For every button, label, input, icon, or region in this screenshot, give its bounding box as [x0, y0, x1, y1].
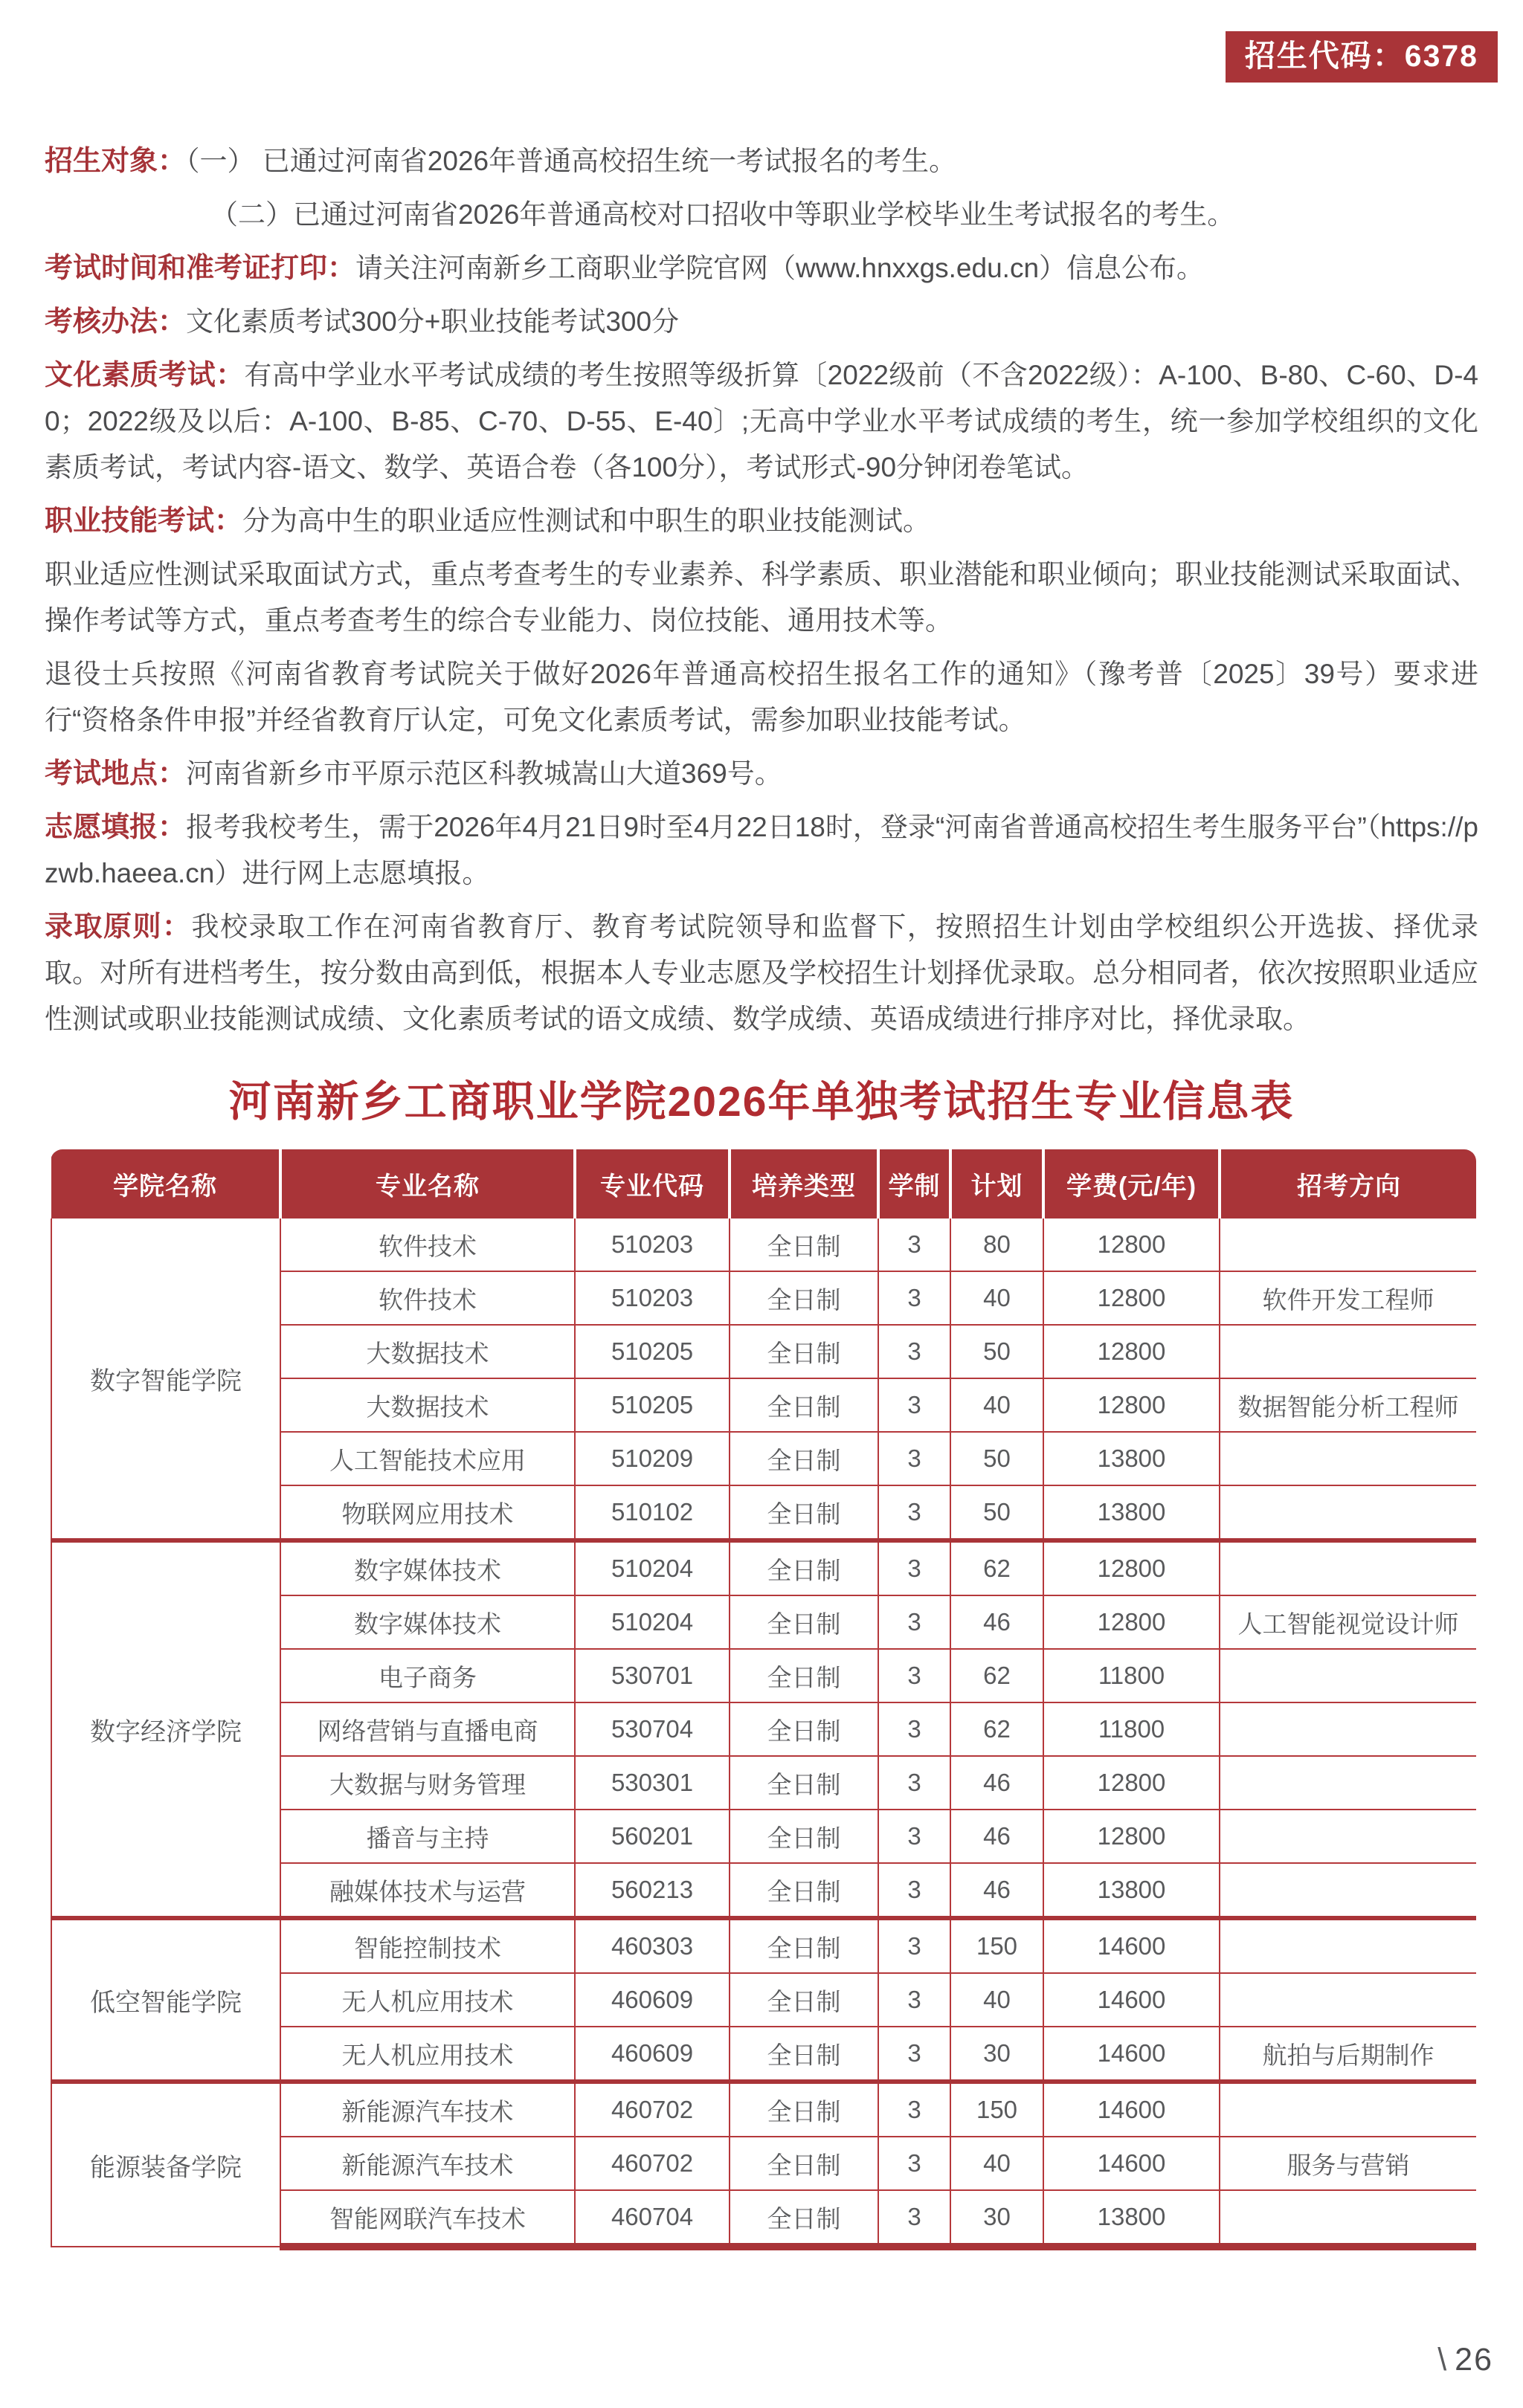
cell-major: 人工智能技术应用	[280, 1432, 575, 1485]
cell-major: 无人机应用技术	[280, 2027, 575, 2082]
cell-plan: 40	[950, 1271, 1043, 1325]
info-paragraph	[45, 192, 1478, 238]
cell-college: 能源装备学院	[51, 2082, 280, 2247]
cell-training-type: 全日制	[730, 1218, 878, 1271]
cell-training-type: 全日制	[730, 1432, 878, 1485]
cell-tuition: 14600	[1043, 2137, 1220, 2190]
cell-years: 3	[878, 1271, 950, 1325]
cell-plan: 30	[950, 2190, 1043, 2247]
cell-direction: 软件开发工程师	[1220, 1271, 1476, 1325]
cell-tuition: 14600	[1043, 2027, 1220, 2082]
paragraph-text: （二）已通过河南省2026年普通高校对口招收中等职业学校毕业生考试报名的考生。	[210, 199, 1235, 230]
cell-training-type: 全日制	[730, 1863, 878, 1918]
cell-training-type: 全日制	[730, 1271, 878, 1325]
table-header-row	[51, 1149, 1476, 1218]
cell-tuition: 12800	[1043, 1810, 1220, 1863]
cell-plan: 62	[950, 1649, 1043, 1702]
cell-major: 融媒体技术与运营	[280, 1863, 575, 1918]
cell-tuition: 14600	[1043, 1973, 1220, 2027]
cell-college: 数字智能学院	[51, 1218, 280, 1540]
cell-tuition: 11800	[1043, 1649, 1220, 1702]
cell-tuition: 12800	[1043, 1756, 1220, 1810]
cell-major: 大数据技术	[280, 1325, 575, 1378]
cell-code: 510203	[575, 1218, 730, 1271]
cell-code: 560201	[575, 1810, 730, 1863]
cell-direction	[1220, 1432, 1476, 1485]
cell-training-type: 全日制	[730, 1810, 878, 1863]
cell-training-type: 全日制	[730, 2190, 878, 2247]
paragraph-text: 河南省新乡市平原示范区科教城嵩山大道369号。	[186, 758, 782, 789]
cell-major: 无人机应用技术	[280, 1973, 575, 2027]
paragraph-text: 有高中学业水平考试成绩的考生按照等级折算〔2022级前（不含2022级）：A-100、B-80、C-60、D-40；2022级及以后：A-100、B-85、C-70、D-55、E-40〕;无高中学业水平考试成绩的考生，统一参加学校组织的文化素质考试，考试内容-语文、数学、英语合卷（各100分），考试形式-90分钟闭卷笔试。	[45, 360, 1478, 482]
cell-training-type: 全日制	[730, 1595, 878, 1649]
cell-years: 3	[878, 2137, 950, 2190]
cell-direction	[1220, 2190, 1476, 2247]
paragraph-label: 职业技能考试：	[45, 506, 243, 537]
cell-training-type: 全日制	[730, 2082, 878, 2137]
cell-direction	[1220, 1863, 1476, 1918]
cell-code: 510205	[575, 1325, 730, 1378]
cell-code: 460609	[575, 1973, 730, 2027]
cell-direction	[1220, 1540, 1476, 1595]
cell-major: 物联网应用技术	[280, 1485, 575, 1540]
info-paragraph	[45, 245, 1478, 291]
info-paragraph	[45, 904, 1478, 1042]
cell-direction	[1220, 1756, 1476, 1810]
cell-major: 大数据与财务管理	[280, 1756, 575, 1810]
cell-years: 3	[878, 2027, 950, 2082]
cell-direction	[1220, 1918, 1476, 1973]
cell-training-type: 全日制	[730, 1378, 878, 1432]
table-row	[51, 1218, 1476, 1271]
cell-code: 560213	[575, 1863, 730, 1918]
cell-direction	[1220, 1973, 1476, 2027]
cell-years: 3	[878, 1378, 950, 1432]
cell-years: 3	[878, 1485, 950, 1540]
cell-years: 3	[878, 2082, 950, 2137]
cell-training-type: 全日制	[730, 1918, 878, 1973]
info-sections	[45, 138, 1478, 1042]
cell-plan: 46	[950, 1810, 1043, 1863]
cell-training-type: 全日制	[730, 2137, 878, 2190]
cell-code: 510204	[575, 1540, 730, 1595]
cell-plan: 46	[950, 1595, 1043, 1649]
cell-tuition: 13800	[1043, 2190, 1220, 2247]
cell-code: 460702	[575, 2082, 730, 2137]
cell-major: 大数据技术	[280, 1378, 575, 1432]
cell-major: 新能源汽车技术	[280, 2137, 575, 2190]
cell-major: 数字媒体技术	[280, 1540, 575, 1595]
info-paragraph	[45, 651, 1478, 743]
cell-tuition: 12800	[1043, 1378, 1220, 1432]
paragraph-label: 文化素质考试：	[45, 360, 245, 391]
cell-plan: 150	[950, 2082, 1043, 2137]
column-header: 专业代码	[575, 1149, 730, 1218]
cell-college: 数字经济学院	[51, 1540, 280, 1918]
page-number-value: 26	[1455, 2342, 1493, 2378]
cell-direction	[1220, 1810, 1476, 1863]
table-body	[51, 1218, 1476, 2247]
majors-table	[51, 1149, 1476, 2250]
cell-tuition: 11800	[1043, 1702, 1220, 1756]
cell-years: 3	[878, 1595, 950, 1649]
cell-direction	[1220, 1649, 1476, 1702]
cell-tuition: 13800	[1043, 1863, 1220, 1918]
cell-direction: 数据智能分析工程师	[1220, 1378, 1476, 1432]
cell-training-type: 全日制	[730, 1540, 878, 1595]
paragraph-text: 报考我校考生，需于2026年4月21日9时至4月22日18时，登录“河南省普通高校招生考生服务平台”（https://pzwb.haeea.cn）进行网上志愿填报。	[45, 812, 1478, 888]
cell-years: 3	[878, 1702, 950, 1756]
cell-plan: 40	[950, 1378, 1043, 1432]
cell-plan: 40	[950, 2137, 1043, 2190]
cell-years: 3	[878, 1810, 950, 1863]
cell-plan: 50	[950, 1485, 1043, 1540]
cell-major: 智能控制技术	[280, 1918, 575, 1973]
cell-code: 510209	[575, 1432, 730, 1485]
cell-plan: 80	[950, 1218, 1043, 1271]
info-paragraph	[45, 804, 1478, 897]
cell-direction: 人工智能视觉设计师	[1220, 1595, 1476, 1649]
column-header: 培养类型	[730, 1149, 878, 1218]
cell-code: 510205	[575, 1378, 730, 1432]
paragraph-label: 考试地点：	[45, 758, 187, 790]
cell-code: 460609	[575, 2027, 730, 2082]
cell-code: 510204	[575, 1595, 730, 1649]
column-header: 专业名称	[280, 1149, 575, 1218]
info-paragraph	[45, 498, 1478, 544]
cell-years: 3	[878, 1756, 950, 1810]
paragraph-text: 职业适应性测试采取面试方式，重点考查考生的专业素养、科学素质、职业潜能和职业倾向；职业技能测试采取面试、操作考试等方式，重点考查考生的综合专业能力、岗位技能、通用技术等。	[45, 559, 1478, 636]
info-paragraph	[45, 751, 1478, 797]
cell-plan: 46	[950, 1756, 1043, 1810]
paragraph-text: 请关注河南新乡工商职业学院官网（www.hnxxgs.edu.cn）信息公布。	[355, 253, 1205, 283]
cell-direction: 航拍与后期制作	[1220, 2027, 1476, 2082]
cell-code: 530704	[575, 1702, 730, 1756]
cell-years: 3	[878, 1218, 950, 1271]
cell-tuition: 12800	[1043, 1540, 1220, 1595]
info-paragraph	[45, 299, 1478, 345]
cell-major: 网络营销与直播电商	[280, 1702, 575, 1756]
table-header	[51, 1149, 1476, 1218]
paragraph-text: 文化素质考试300分+职业技能考试300分	[186, 306, 680, 337]
majors-table-wrap	[51, 1149, 1476, 2250]
cell-tuition: 12800	[1043, 1218, 1220, 1271]
column-header: 招考方向	[1220, 1149, 1476, 1218]
cell-tuition: 13800	[1043, 1485, 1220, 1540]
cell-training-type: 全日制	[730, 1325, 878, 1378]
cell-plan: 46	[950, 1863, 1043, 1918]
cell-plan: 50	[950, 1432, 1043, 1485]
cell-code: 460704	[575, 2190, 730, 2247]
cell-plan: 30	[950, 2027, 1043, 2082]
cell-training-type: 全日制	[730, 1756, 878, 1810]
table-row	[51, 2082, 1476, 2137]
cell-training-type: 全日制	[730, 2027, 878, 2082]
cell-years: 3	[878, 1918, 950, 1973]
info-paragraph	[45, 138, 1478, 184]
paragraph-label: 考核办法：	[45, 306, 187, 338]
info-paragraph	[45, 352, 1478, 491]
cell-major: 新能源汽车技术	[280, 2082, 575, 2137]
cell-training-type: 全日制	[730, 1702, 878, 1756]
cell-tuition: 12800	[1043, 1595, 1220, 1649]
page-number	[1437, 2342, 1493, 2378]
cell-training-type: 全日制	[730, 1973, 878, 2027]
paragraph-text: 退役士兵按照《河南省教育考试院关于做好2026年普通高校招生报名工作的通知》（豫考普〔2025〕39号）要求进行“资格条件申报”并经省教育厅认定，可免文化素质考试，需参加职业技能考试。	[45, 659, 1478, 735]
table-row	[51, 1918, 1476, 1973]
column-header: 学院名称	[51, 1149, 280, 1218]
cell-code: 510203	[575, 1271, 730, 1325]
cell-years: 3	[878, 2190, 950, 2247]
info-paragraph	[45, 552, 1478, 644]
column-header: 学费(元/年)	[1043, 1149, 1220, 1218]
cell-tuition: 13800	[1043, 1432, 1220, 1485]
cell-years: 3	[878, 1863, 950, 1918]
cell-plan: 50	[950, 1325, 1043, 1378]
cell-code: 460303	[575, 1918, 730, 1973]
cell-code: 530701	[575, 1649, 730, 1702]
cell-plan: 62	[950, 1540, 1043, 1595]
cell-major: 播音与主持	[280, 1810, 575, 1863]
cell-direction	[1220, 1702, 1476, 1756]
paragraph-label: 志愿填报：	[45, 812, 187, 843]
cell-training-type: 全日制	[730, 1485, 878, 1540]
table-title: 河南新乡工商职业学院2026年单独考试招生专业信息表	[228, 1078, 1295, 1126]
cell-plan: 40	[950, 1973, 1043, 2027]
cell-major: 电子商务	[280, 1649, 575, 1702]
cell-direction	[1220, 1218, 1476, 1271]
cell-tuition: 12800	[1043, 1325, 1220, 1378]
cell-tuition: 12800	[1043, 1271, 1220, 1325]
cell-direction	[1220, 1325, 1476, 1378]
cell-direction	[1220, 1485, 1476, 1540]
cell-major: 数字媒体技术	[280, 1595, 575, 1649]
cell-years: 3	[878, 1649, 950, 1702]
cell-direction: 服务与营销	[1220, 2137, 1476, 2190]
cell-tuition: 14600	[1043, 2082, 1220, 2137]
cell-major: 软件技术	[280, 1218, 575, 1271]
cell-code: 530301	[575, 1756, 730, 1810]
cell-major: 软件技术	[280, 1271, 575, 1325]
cell-years: 3	[878, 1432, 950, 1485]
paragraph-text: 我校录取工作在河南省教育厅、教育考试院领导和监督下，按照招生计划由学校组织公开选拔、择优录取。对所有进档考生，按分数由高到低，根据本人专业志愿及学校招生计划择优录取。总分相同者，依次按照职业适应性测试或职业技能测试成绩、文化素质考试的语文成绩、数学成绩、英语成绩进行排序对比，择优录取。	[45, 911, 1478, 1034]
cell-plan: 150	[950, 1918, 1043, 1973]
paragraph-label: 招生对象：	[45, 146, 187, 177]
cell-years: 3	[878, 1973, 950, 2027]
admission-code-badge: 招生代码：6378	[1226, 31, 1498, 83]
cell-code: 510102	[575, 1485, 730, 1540]
cell-training-type: 全日制	[730, 1649, 878, 1702]
paragraph-text: （一） 已通过河南省2026年普通高校招生统一考试报名的考生。	[186, 146, 957, 176]
cell-major: 智能网联汽车技术	[280, 2190, 575, 2247]
cell-years: 3	[878, 1540, 950, 1595]
cell-college: 低空智能学院	[51, 1918, 280, 2082]
paragraph-label: 录取原则：	[45, 911, 192, 943]
paragraph-label: 考试时间和准考证打印：	[45, 253, 356, 284]
cell-code: 460702	[575, 2137, 730, 2190]
page-number-slash: \	[1437, 2342, 1449, 2378]
column-header: 计划	[950, 1149, 1043, 1218]
table-row	[51, 1540, 1476, 1595]
cell-tuition: 14600	[1043, 1918, 1220, 1973]
cell-plan: 62	[950, 1702, 1043, 1756]
column-header: 学制	[878, 1149, 950, 1218]
cell-years: 3	[878, 1325, 950, 1378]
cell-direction	[1220, 2082, 1476, 2137]
paragraph-text: 分为高中生的职业适应性测试和中职生的职业技能测试。	[242, 506, 931, 536]
